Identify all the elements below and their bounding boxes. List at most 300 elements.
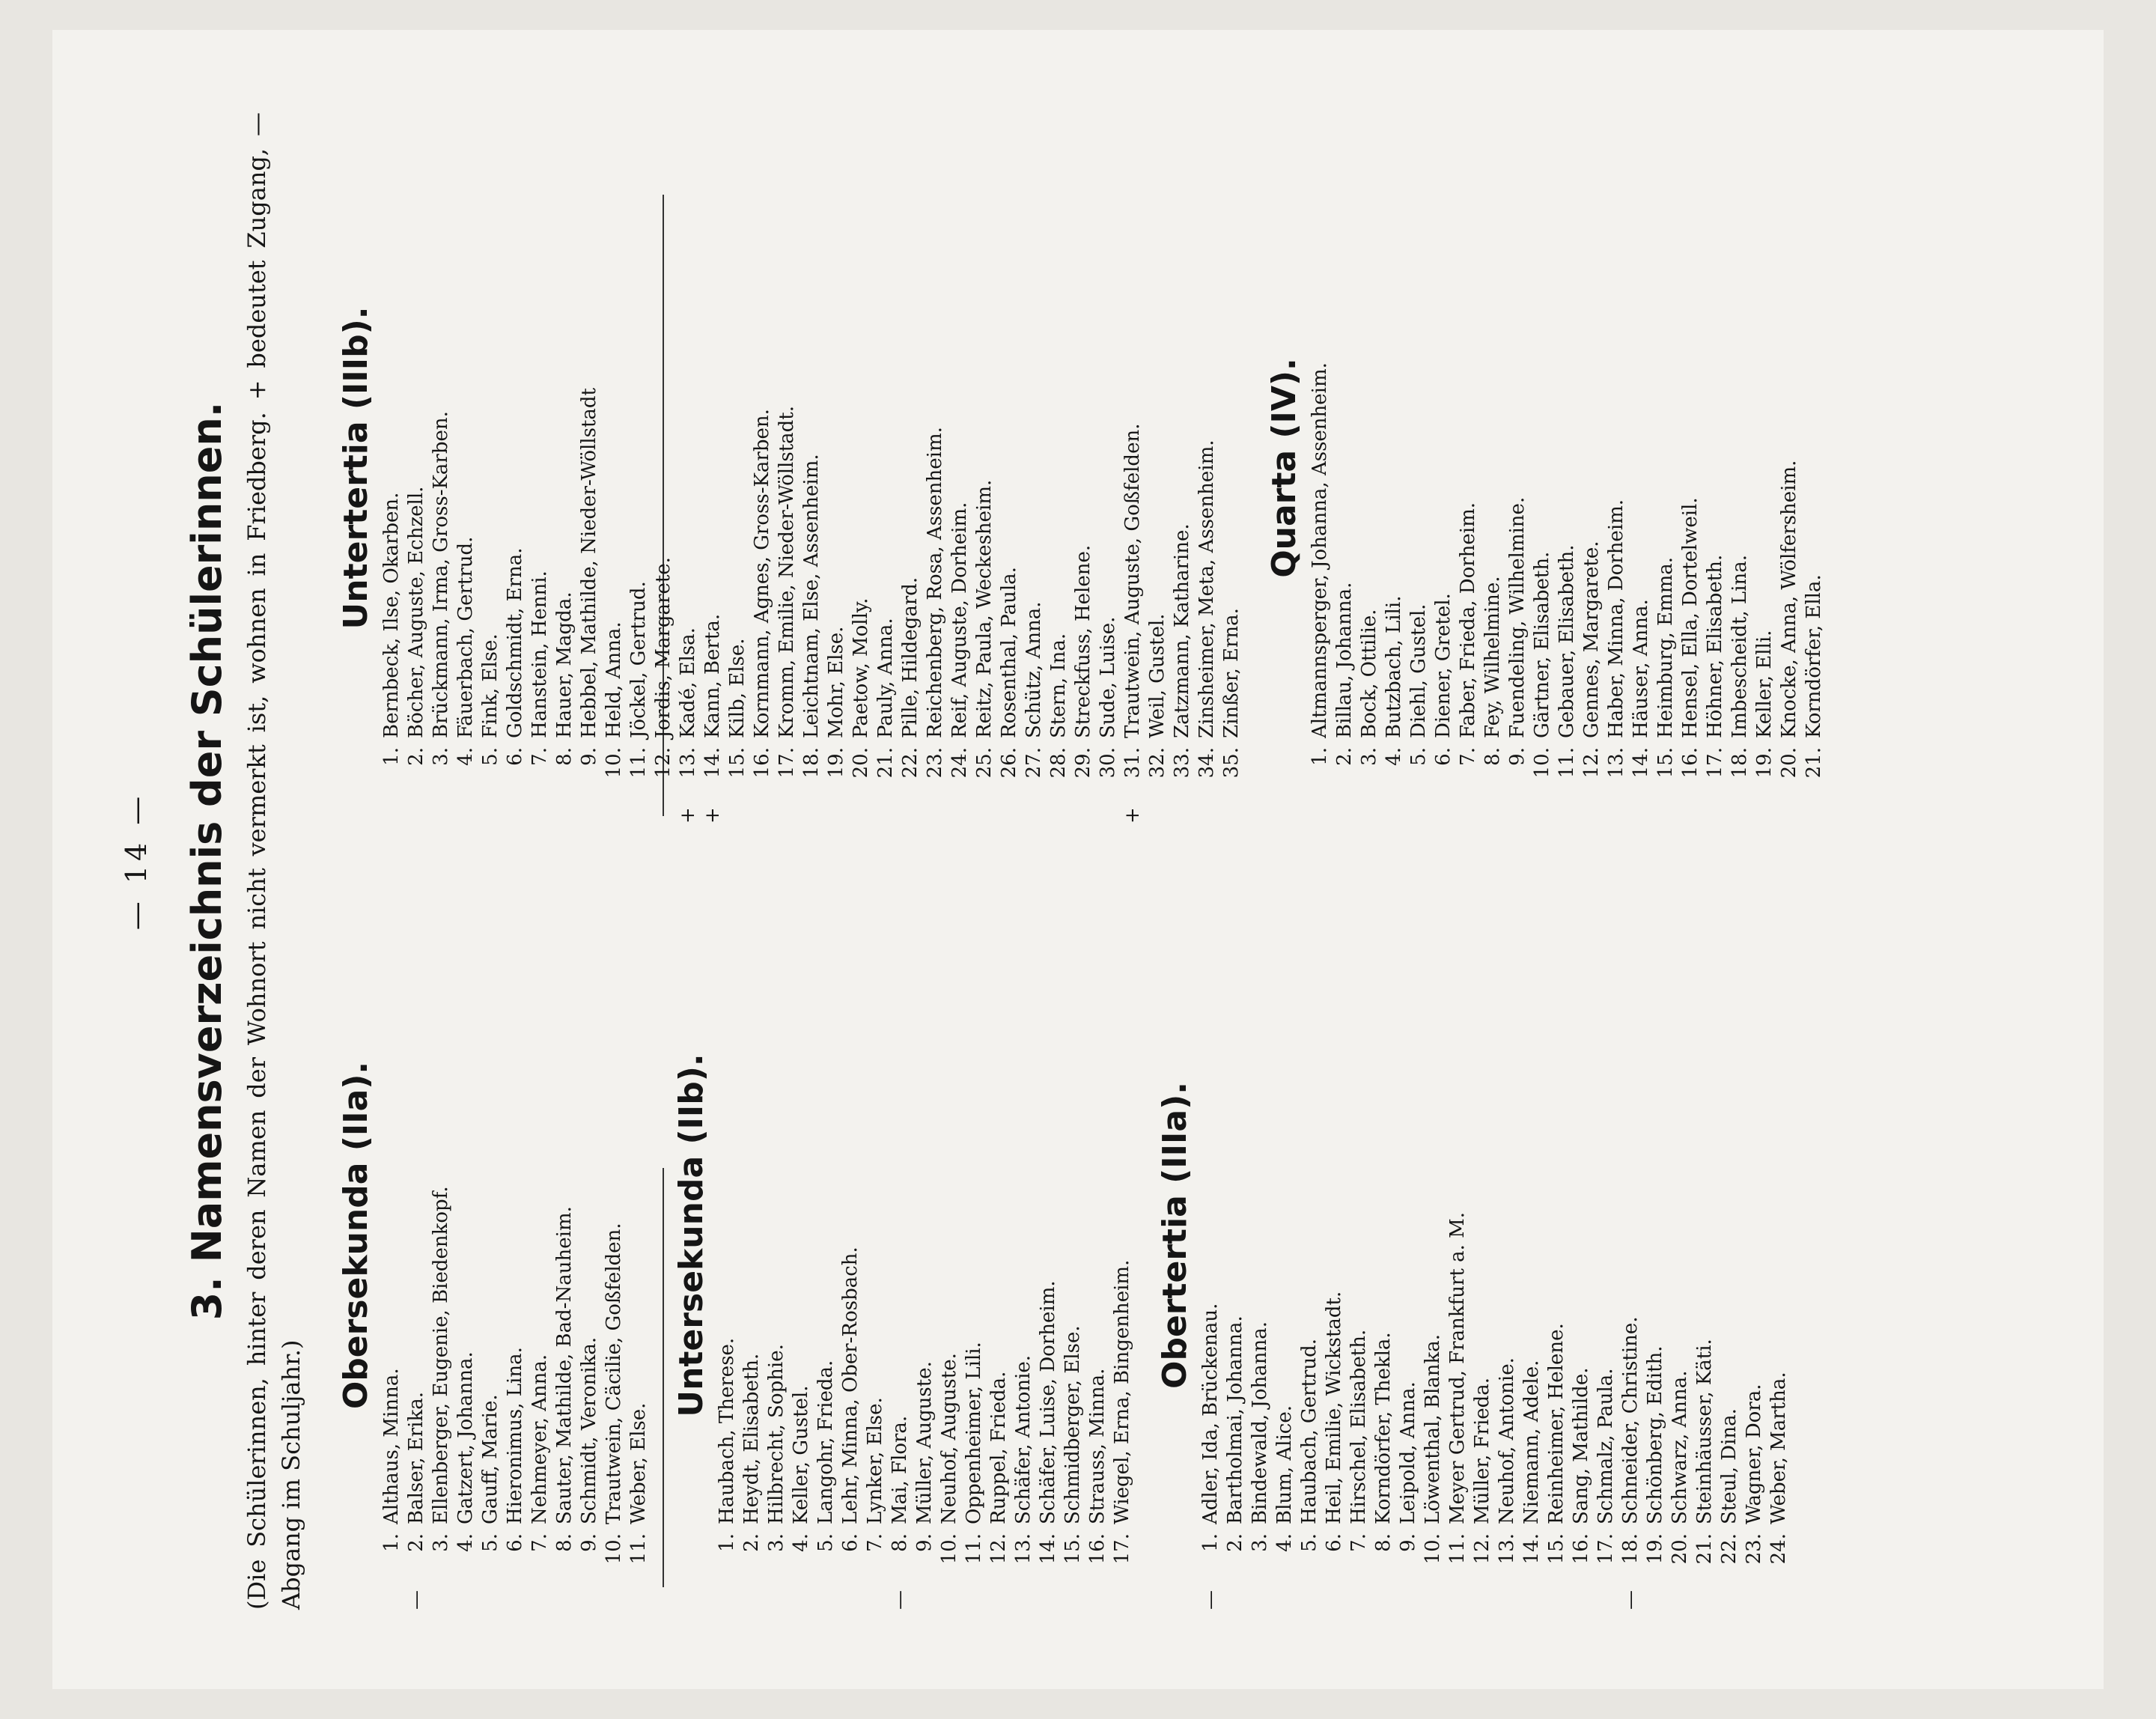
student-name: Kann, Berta.	[701, 613, 724, 738]
student-entry	[577, 861, 602, 1610]
student-entry	[429, 112, 454, 824]
section-heading: Quarta (IV).	[1265, 358, 1303, 578]
student-name: Weber, Martha.	[1767, 1372, 1790, 1524]
entry-number: 18.	[800, 747, 823, 779]
entry-number: 5.	[1298, 1533, 1321, 1552]
student-name: Ruppel, Frieda.	[987, 1371, 1010, 1524]
student-entry	[1322, 861, 1347, 1610]
student-entry	[898, 112, 923, 824]
entry-number: 6.	[839, 1533, 862, 1552]
entry-number: 4.	[454, 1533, 477, 1552]
student-entry	[1170, 112, 1195, 824]
entry-number: 2.	[405, 747, 427, 766]
student-entry	[627, 112, 651, 824]
student-name: Haubach, Gertrud.	[1298, 1338, 1321, 1524]
legend-note: (Die Schülerinnen, hinter deren Namen der Wohnort nicht vermerkt ist, wohnen in Friedberg. + bedeutet Zugang, — Abgang im Schuljahr.)	[243, 112, 305, 1610]
entry-number: 23.	[1743, 1533, 1765, 1565]
student-entry	[725, 112, 750, 824]
student-name: Trautwein, Cäcilie, Goßfelden.	[603, 1223, 625, 1524]
student-entry	[1110, 861, 1135, 1610]
entry-number: 4.	[1383, 747, 1405, 766]
student-list	[380, 112, 1244, 824]
entry-number: 11.	[627, 1533, 650, 1565]
student-name: Knocke, Anna, Wölfersheim.	[1778, 460, 1800, 738]
student-name: Steul, Dina.	[1718, 1408, 1741, 1524]
entry-number: 8.	[1372, 1533, 1395, 1552]
student-name: Hanstein, Henni.	[529, 571, 551, 738]
entry-number: 4.	[790, 1533, 812, 1552]
student-entry	[849, 112, 874, 824]
student-entry	[1580, 112, 1604, 824]
student-entry	[1347, 861, 1371, 1610]
student-entry	[429, 861, 454, 1610]
entry-number: 5.	[814, 1533, 837, 1552]
section-heading: Obersekunda (IIa).	[337, 1061, 375, 1410]
page-title: 3. Namensverzeichnis der Schülerinnen.	[183, 401, 231, 1321]
student-name: Mohr, Else.	[825, 626, 847, 738]
student-entry	[913, 861, 937, 1610]
entry-number: 26.	[998, 747, 1020, 779]
student-entry	[404, 112, 429, 824]
entry-number: 11.	[1446, 1533, 1469, 1565]
student-name: Fey, Wilhelmine.	[1482, 576, 1504, 738]
student-entry	[1396, 861, 1421, 1610]
class-section-obersekunda-iia	[337, 861, 651, 1610]
entry-number: 10.	[603, 1533, 625, 1565]
student-entry	[1431, 112, 1456, 824]
entry-number: 23.	[924, 747, 946, 779]
student-entry	[1767, 861, 1791, 1610]
entry-number: 10.	[1531, 747, 1553, 779]
status-mark: —	[1199, 1590, 1222, 1610]
entry-number: 1.	[1309, 747, 1331, 766]
student-name: Reif, Auguste, Dorheim.	[948, 502, 971, 738]
student-entry	[1643, 861, 1668, 1610]
entry-number: 1.	[716, 1533, 738, 1552]
student-entry	[1629, 112, 1654, 824]
entry-number: 11.	[627, 747, 650, 779]
entry-number: 7.	[864, 1533, 886, 1552]
entry-number: 13.	[1012, 1533, 1035, 1565]
entry-number: 3.	[430, 747, 452, 766]
class-section-untertertia-iiib	[337, 112, 1244, 824]
student-name: Haber, Minna, Dorheim.	[1605, 499, 1627, 738]
student-name: Hebbel, Mathilde, Nieder-Wöllstadt	[578, 388, 600, 738]
student-entry	[814, 861, 838, 1610]
student-entry	[838, 861, 863, 1610]
student-entry	[1569, 861, 1594, 1610]
student-entry	[1594, 861, 1618, 1610]
student-list	[1308, 112, 1827, 824]
student-entry	[1555, 112, 1580, 824]
student-entry	[888, 861, 913, 1610]
student-entry	[923, 112, 948, 824]
entry-number: 6.	[1323, 1533, 1345, 1552]
student-entry	[528, 112, 552, 824]
student-name: Wagner, Dora.	[1743, 1384, 1765, 1524]
student-name: Keller, Gustel.	[790, 1385, 812, 1524]
student-name: Bernbeck, Ilse, Okarben.	[380, 492, 403, 738]
entry-number: 15.	[1545, 1533, 1568, 1565]
student-name: Balser, Erika.	[405, 1392, 427, 1524]
student-entry	[503, 112, 528, 824]
student-name: Heydt, Elisabeth.	[740, 1353, 763, 1524]
student-name: Fuendeling, Wilhelmine.	[1506, 496, 1529, 738]
student-name: Zinsheimer, Meta, Assenheim.	[1196, 439, 1218, 738]
student-name: Kadé, Elsa.	[677, 627, 699, 738]
entry-number: 6.	[1432, 747, 1455, 766]
student-name: Sang, Mathilde.	[1570, 1367, 1592, 1524]
student-entry	[764, 861, 789, 1610]
student-entry	[701, 112, 725, 824]
student-name: Lynker, Else.	[864, 1397, 886, 1524]
entry-number: 27.	[1023, 747, 1045, 779]
student-entry	[1096, 112, 1121, 824]
student-entry	[503, 861, 528, 1610]
left-column	[337, 861, 1812, 1610]
student-entry	[627, 861, 651, 1610]
student-entry	[1022, 112, 1047, 824]
student-name: Bartholmai, Johanna.	[1224, 1315, 1246, 1524]
student-entry	[478, 861, 503, 1610]
entry-number: 20.	[850, 747, 872, 779]
student-entry	[478, 112, 503, 824]
student-name: Schmidt, Veronika.	[578, 1336, 600, 1524]
student-entry	[1273, 861, 1297, 1610]
student-name: Schmalz, Paula.	[1595, 1368, 1617, 1524]
student-entry	[874, 112, 898, 824]
entry-number: 21.	[874, 747, 897, 779]
student-name: Gatzert, Johanna.	[454, 1351, 477, 1524]
student-name: Rosenthal, Paula.	[998, 567, 1020, 738]
student-entry	[380, 861, 404, 1610]
student-entry	[1470, 861, 1495, 1610]
student-entry	[1145, 112, 1170, 824]
entry-number: 15.	[726, 747, 749, 779]
student-name: Schütz, Anna.	[1023, 601, 1045, 738]
student-entry	[1520, 861, 1544, 1610]
student-name: Pille, Hildegard.	[899, 576, 922, 738]
student-name: Müller, Frieda.	[1471, 1377, 1493, 1524]
student-entry	[1061, 861, 1085, 1610]
class-section-obertertia-iiia	[1156, 861, 1791, 1610]
student-entry	[1678, 112, 1703, 824]
entry-number: 6.	[504, 747, 526, 766]
section-heading: Untertertia (IIIb).	[337, 306, 375, 630]
entry-number: 24.	[948, 747, 971, 779]
entry-number: 7.	[529, 1533, 551, 1552]
student-name: Schönberg, Edith.	[1644, 1345, 1666, 1524]
student-name: Leipold, Anna.	[1397, 1381, 1419, 1524]
student-name: Gärtner, Elisabeth.	[1531, 551, 1553, 738]
student-name: Schwarz, Anna.	[1669, 1370, 1691, 1524]
student-name: Hauer, Magda.	[553, 591, 576, 738]
student-name: Kornmann, Agnes, Gross-Karben.	[751, 409, 773, 738]
entry-number: 14.	[1520, 1533, 1543, 1565]
student-name: Blum, Alice.	[1273, 1405, 1296, 1524]
student-entry	[1308, 112, 1333, 824]
entry-number: 30.	[1097, 747, 1119, 779]
entry-number: 12.	[1580, 747, 1603, 779]
entry-number: 3.	[1358, 747, 1380, 766]
student-entry	[1297, 861, 1322, 1610]
entry-number: 1.	[380, 747, 403, 766]
entry-number: 21.	[1693, 1533, 1716, 1565]
student-entry	[789, 861, 814, 1610]
entry-number: 22.	[899, 747, 922, 779]
student-entry	[1223, 861, 1248, 1610]
entry-number: 19.	[1644, 1533, 1666, 1565]
student-entry	[404, 861, 429, 1610]
student-entry	[824, 112, 849, 824]
student-name: Weil, Gustel.	[1146, 613, 1169, 738]
entry-number: 2.	[405, 1533, 427, 1552]
entry-number: 32.	[1146, 747, 1169, 779]
student-entry	[552, 861, 577, 1610]
student-name: Neuhof, Auguste.	[938, 1353, 960, 1524]
student-name: Nehmeyer, Anna.	[529, 1354, 551, 1524]
student-entry	[962, 861, 987, 1610]
student-entry	[602, 861, 627, 1610]
student-entry	[740, 861, 764, 1610]
student-name: Korndörfer, Ella.	[1803, 574, 1825, 738]
status-mark: +	[701, 807, 724, 824]
student-entry	[1199, 861, 1223, 1610]
student-name: Diener, Gretel.	[1432, 593, 1455, 738]
entry-number: 25.	[973, 747, 996, 779]
entry-number: 2.	[1333, 747, 1356, 766]
student-entry	[1530, 112, 1555, 824]
entry-number: 2.	[1224, 1533, 1246, 1552]
student-entry	[1654, 112, 1678, 824]
student-entry	[1544, 861, 1569, 1610]
entry-number: 10.	[938, 1533, 960, 1565]
student-entry	[651, 112, 676, 824]
student-entry	[1195, 112, 1219, 824]
student-name: Mai, Flora.	[889, 1415, 911, 1524]
student-name: Löwenthal, Blanka.	[1422, 1333, 1444, 1524]
student-name: Weber, Else.	[627, 1402, 650, 1524]
student-entry	[1693, 861, 1717, 1610]
entry-number: 9.	[1506, 747, 1529, 766]
student-entry	[863, 861, 888, 1610]
student-entry	[1219, 112, 1244, 824]
entry-number: 6.	[504, 1533, 526, 1552]
entry-number: 5.	[479, 747, 502, 766]
student-name: Wiegel, Erna, Bingenheim.	[1111, 1259, 1133, 1524]
entry-number: 18.	[1619, 1533, 1642, 1565]
entry-number: 3.	[765, 1533, 788, 1552]
student-name: Stern, Ina.	[1047, 633, 1070, 738]
student-entry	[1121, 112, 1145, 824]
student-name: Zatzmann, Katharine.	[1171, 523, 1193, 738]
student-entry	[972, 112, 997, 824]
student-entry	[1752, 112, 1777, 824]
student-list	[715, 861, 1135, 1610]
entry-number: 20.	[1669, 1533, 1691, 1565]
entry-number: 7.	[529, 747, 551, 766]
entry-number: 29.	[1072, 747, 1094, 779]
student-name: Sude, Luise.	[1097, 616, 1119, 738]
student-name: Brückmann, Irma, Gross-Karben.	[430, 411, 452, 738]
entry-number: 15.	[1654, 747, 1677, 779]
student-name: Hilbrecht, Sophie.	[765, 1344, 788, 1524]
student-name: Strauss, Minna.	[1086, 1368, 1109, 1524]
student-name: Neuhof, Antonie.	[1496, 1357, 1518, 1524]
student-name: Reichenberg, Rosa, Assenheim.	[924, 427, 946, 738]
student-entry	[1456, 112, 1481, 824]
student-name: Heimburg, Emma.	[1654, 556, 1677, 738]
student-name: Reinheimer, Helene.	[1545, 1323, 1568, 1524]
entry-number: 9.	[913, 1533, 936, 1552]
student-name: Sauter, Mathilde, Bad-Nauheim.	[553, 1206, 576, 1524]
entry-number: 9.	[578, 1533, 600, 1552]
student-name: Zinßer, Erna.	[1220, 608, 1243, 738]
student-entry	[1333, 112, 1357, 824]
student-name: Goldschmidt, Erna.	[504, 547, 526, 738]
student-entry	[1802, 112, 1827, 824]
student-name: Streckfuss, Helene.	[1072, 544, 1094, 738]
entry-number: 14.	[1630, 747, 1652, 779]
status-mark: —	[1619, 1590, 1642, 1610]
entry-number: 13.	[1496, 1533, 1518, 1565]
student-entry	[676, 112, 701, 824]
student-entry	[1668, 861, 1693, 1610]
student-name: Schäfer, Luise, Dorheim.	[1037, 1280, 1059, 1524]
student-name: Billau, Johanna.	[1333, 582, 1356, 738]
student-entry	[602, 112, 627, 824]
entry-number: 17.	[1111, 1533, 1133, 1565]
student-name: Gauff, Marie.	[479, 1394, 502, 1524]
student-entry	[1085, 861, 1110, 1610]
entry-number: 8.	[553, 747, 576, 766]
student-name: Paetow, Molly.	[850, 597, 872, 738]
entry-number: 8.	[889, 1533, 911, 1552]
entry-number: 15.	[1062, 1533, 1084, 1565]
student-name: Hensel, Ella, Dortelweil.	[1679, 497, 1702, 738]
student-entry	[1505, 112, 1530, 824]
student-name: Held, Anna.	[603, 621, 625, 738]
student-entry	[552, 112, 577, 824]
student-name: Kromm, Emilie, Nieder-Wöllstadt.	[776, 405, 798, 738]
student-name: Häuser, Anna.	[1630, 599, 1652, 738]
entry-number: 1.	[380, 1533, 403, 1552]
student-entry	[1382, 112, 1407, 824]
entry-number: 17.	[776, 747, 798, 779]
student-entry	[528, 861, 552, 1610]
student-name: Schneider, Christine.	[1619, 1316, 1642, 1524]
entry-number: 9.	[1397, 1533, 1419, 1552]
student-name: Faber, Frieda, Dorheim.	[1457, 502, 1479, 738]
student-entry	[750, 112, 775, 824]
entry-number: 17.	[1595, 1533, 1617, 1565]
student-entry	[1481, 112, 1505, 824]
student-entry	[1446, 861, 1470, 1610]
student-name: Niemann, Adele.	[1520, 1360, 1543, 1524]
student-name: Leichtnam, Else, Assenheim.	[800, 454, 823, 738]
student-name: Langohr, Frieda.	[814, 1360, 837, 1524]
student-name: Gebauer, Elisabeth.	[1556, 544, 1578, 738]
entry-number: 24.	[1767, 1533, 1790, 1565]
student-name: Steinhäusser, Käti.	[1693, 1339, 1716, 1524]
entry-number: 16.	[1086, 1533, 1109, 1565]
student-name: Fink, Else.	[479, 633, 502, 738]
student-name: Müller, Auguste.	[913, 1361, 936, 1524]
student-name: Reitz, Paula, Weckesheim.	[973, 479, 996, 738]
student-name: Adler, Ida, Brückenau.	[1199, 1303, 1222, 1524]
student-entry	[1703, 112, 1728, 824]
student-name: Keller, Elli.	[1753, 630, 1776, 738]
status-mark: +	[677, 807, 699, 824]
entry-number: 16.	[1679, 747, 1702, 779]
entry-number: 11.	[1556, 747, 1578, 779]
student-entry	[1742, 861, 1767, 1610]
entry-number: 9.	[578, 747, 600, 766]
student-entry	[1011, 861, 1036, 1610]
student-entry	[715, 861, 740, 1610]
entry-number: 34.	[1196, 747, 1218, 779]
entry-number: 19.	[825, 747, 847, 779]
entry-number: 7.	[1457, 747, 1479, 766]
student-name: Gennes, Margarete.	[1580, 541, 1603, 738]
student-entry	[1371, 861, 1396, 1610]
entry-number: 14.	[701, 747, 724, 779]
entry-number: 2.	[740, 1533, 763, 1552]
student-entry	[1248, 861, 1273, 1610]
entry-number: 21.	[1803, 747, 1825, 779]
page-number: — 14 —	[120, 791, 153, 931]
student-name: Lehr, Minna, Ober-Rosbach.	[839, 1247, 862, 1524]
entry-number: 8.	[553, 1533, 576, 1552]
student-list	[1199, 861, 1791, 1610]
student-entry	[1618, 861, 1643, 1610]
entry-number: 5.	[479, 1533, 502, 1552]
student-entry	[1071, 112, 1096, 824]
student-name: Korndörfer, Thekla.	[1372, 1332, 1395, 1524]
student-name: Hirschel, Elisabeth.	[1348, 1329, 1370, 1524]
entry-number: 33.	[1171, 747, 1193, 779]
student-name: Böcher, Auguste, Echzell.	[405, 486, 427, 738]
student-entry	[937, 861, 962, 1610]
student-entry	[997, 112, 1022, 824]
student-entry	[800, 112, 824, 824]
student-name: Kilb, Else.	[726, 638, 749, 738]
entry-number: 35.	[1220, 747, 1243, 779]
rotated-page	[112, 112, 2059, 1610]
entry-number: 4.	[1273, 1533, 1296, 1552]
student-name: Jordis, Margarete.	[652, 557, 674, 738]
entry-number: 5.	[1407, 747, 1430, 766]
student-name: Imbescheidt, Lina.	[1729, 554, 1751, 738]
entry-number: 3.	[430, 1533, 452, 1552]
entry-number: 22.	[1718, 1533, 1741, 1565]
student-entry	[380, 112, 404, 824]
student-name: Höhner, Elisabeth.	[1704, 554, 1726, 738]
student-name: Ellenberger, Eugenie, Biedenkopf.	[430, 1186, 452, 1524]
student-entry	[987, 861, 1011, 1610]
entry-number: 13.	[1605, 747, 1627, 779]
entry-number: 4.	[454, 747, 477, 766]
entry-number: 11.	[963, 1533, 985, 1565]
entry-number: 20.	[1778, 747, 1800, 779]
student-name: Trautwein, Auguste, Goßfelden.	[1121, 423, 1144, 738]
entry-number: 14.	[1037, 1533, 1059, 1565]
entry-number: 3.	[1249, 1533, 1271, 1552]
entry-number: 12.	[987, 1533, 1010, 1565]
student-entry	[1357, 112, 1382, 824]
student-entry	[1036, 861, 1061, 1610]
student-entry	[454, 112, 478, 824]
